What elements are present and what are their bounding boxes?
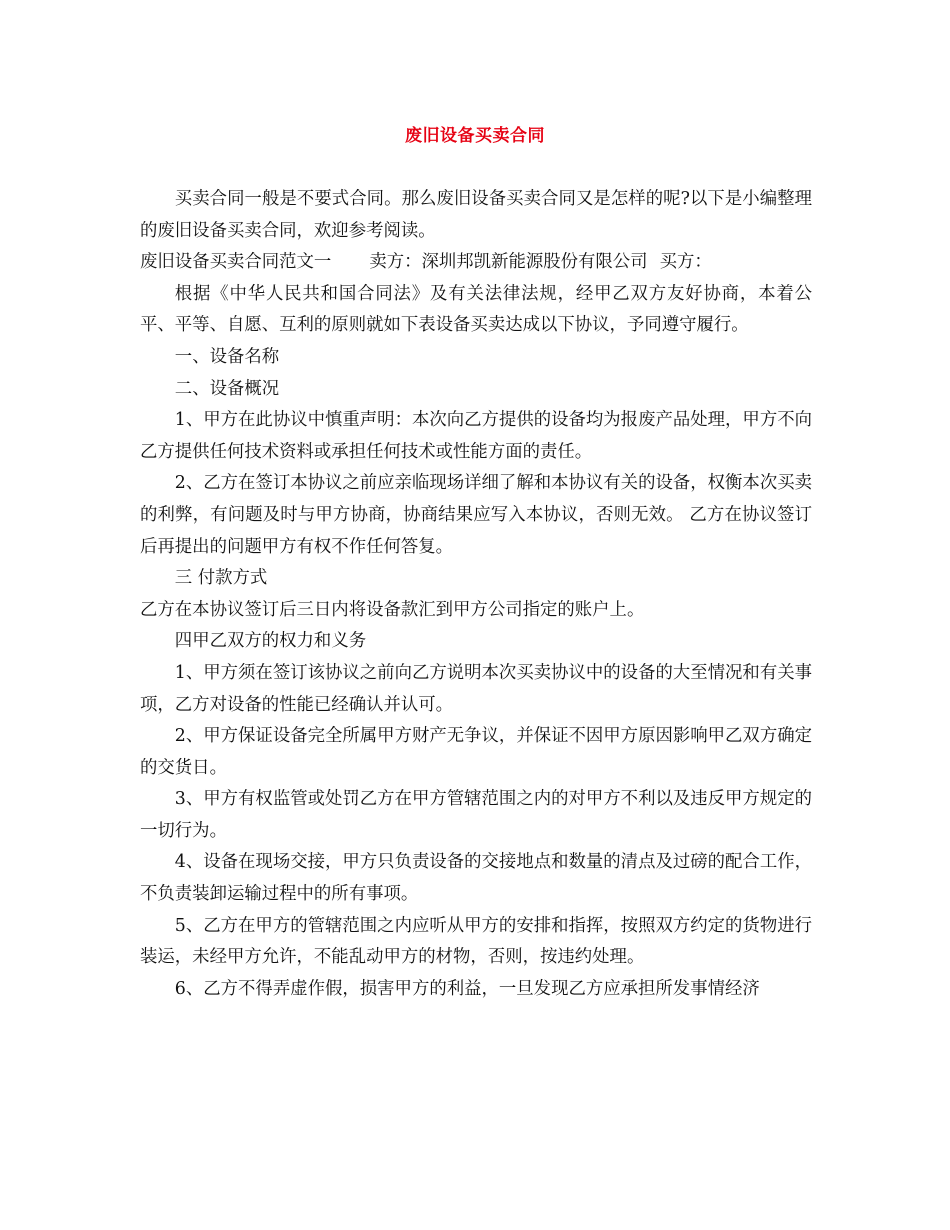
section-heading-equipment-overview: 二、设备概况	[174, 378, 280, 399]
section-heading-equipment-name: 一、设备名称	[174, 346, 280, 367]
rights-clause-1: 1、甲方须在签订该协议之前向乙方说明本次买卖协议中的设备的大至情况和有关事项，乙方对设备的性能已经确认并认可。	[140, 662, 812, 715]
intro-paragraph: 买卖合同一般是不要式合同。那么废旧设备买卖合同又是怎样的呢?以下是小编整理的废旧设备买卖合同，欢迎参考阅读。	[140, 189, 812, 241]
payment-clause: 乙方在本协议签订后三日内将设备款汇到甲方公司指定的账户上。	[140, 599, 645, 620]
section-heading-rights-duties: 四甲乙双方的权力和义务	[174, 631, 367, 652]
seller-text: 卖方：深圳邦凯新能源股份有限公司	[369, 252, 648, 273]
rights-clause-3: 3、甲方有权监管或处罚乙方在甲方管辖范围之内的对甲方不利以及违反甲方规定的一切行为。	[140, 789, 812, 841]
overview-clause-2: 2、乙方在签订本协议之前应亲临现场详细了解和本协议有关的设备，权衡本次买卖的利弊，有问题及时与甲方协商，协商结果应写入本协议，否则无效。 乙方在协议签订后再提出的问题甲方有权不作任何答复。	[140, 473, 812, 557]
document-body	[140, 184, 812, 1005]
rights-clause-2: 2、甲方保证设备完全所属甲方财产无争议，并保证不因甲方原因影响甲乙双方确定的交货日。	[140, 726, 812, 778]
rights-clause-6: 6、乙方不得弄虚作假，损害甲方的利益，一旦发现乙方应承担所发事情经济	[174, 978, 760, 999]
parties-line	[140, 247, 812, 279]
overview-clause-1: 1、甲方在此协议中慎重声明：本次向乙方提供的设备均为报废产品处理，甲方不向乙方提供任何技术资料或承担任何技术或性能方面的责任。	[140, 410, 812, 462]
section-heading-payment: 三 付款方式	[174, 568, 268, 589]
buyer-text: 买方：	[659, 252, 712, 273]
preamble-paragraph: 根据《中华人民共和国合同法》及有关法律法规，经甲乙双方友好协商，本着公平、平等、自愿、互利的原则就如下表设备买卖达成以下协议，予同遵守履行。	[140, 283, 812, 336]
document-title: 废旧设备买卖合同	[405, 126, 545, 146]
rights-clause-5: 5、乙方在甲方的管辖范围之内应听从甲方的安排和指挥，按照双方约定的货物进行装运，未经甲方允许，不能乱动甲方的材物，否则，按违约处理。	[140, 915, 812, 968]
sample-heading: 废旧设备买卖合同范文一	[140, 252, 332, 273]
rights-clause-4: 4、设备在现场交接，甲方只负责设备的交接地点和数量的清点及过磅的配合工作，不负责装卸运输过程中的所有事项。	[140, 852, 812, 905]
